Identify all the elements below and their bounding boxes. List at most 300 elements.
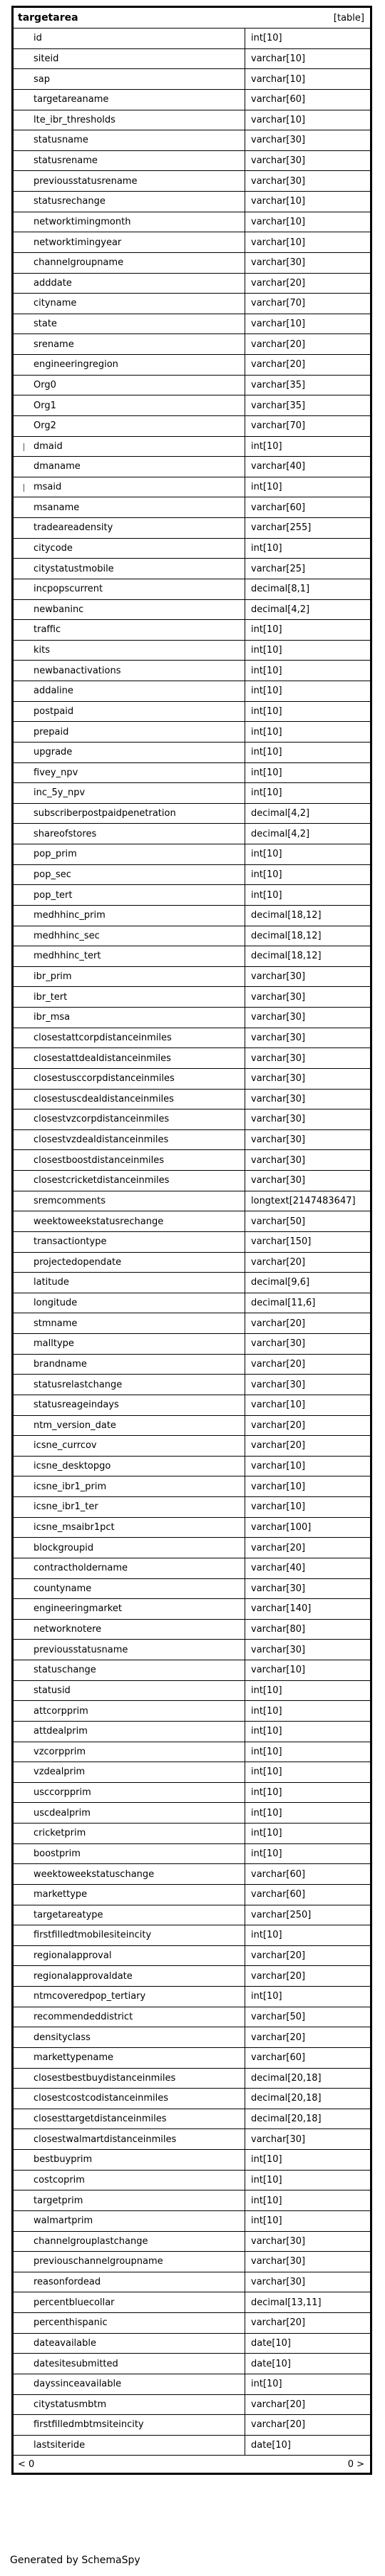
table-name[interactable]: targetarea bbox=[18, 12, 78, 24]
column-type: varchar[30] bbox=[251, 2277, 306, 2288]
column-row[interactable] bbox=[14, 1497, 370, 1518]
children-count[interactable]: 0 > bbox=[347, 2458, 364, 2470]
column-row[interactable] bbox=[14, 743, 370, 763]
column-type: int[10] bbox=[251, 1726, 282, 1737]
column-row[interactable] bbox=[14, 600, 370, 621]
column-type: decimal[4,2] bbox=[251, 604, 310, 615]
column-type: varchar[30] bbox=[251, 991, 306, 1003]
column-type: varchar[10] bbox=[251, 237, 306, 248]
column-name: tradeareadensity bbox=[14, 518, 245, 538]
column-name: newbanactivations bbox=[14, 661, 245, 681]
column-row[interactable] bbox=[14, 641, 370, 661]
column-name: closestwalmartdistanceinmiles bbox=[14, 2129, 245, 2149]
column-row[interactable] bbox=[14, 1211, 370, 1232]
column-name: icsne_ibr1_ter bbox=[14, 1497, 245, 1517]
column-type: varchar[20] bbox=[251, 1950, 306, 1962]
column-name: targetareatype bbox=[14, 1905, 245, 1925]
column-name: dmaname bbox=[14, 457, 245, 477]
column-row[interactable] bbox=[14, 110, 370, 131]
column-type: varchar[60] bbox=[251, 1889, 306, 1900]
column-type: varchar[30] bbox=[251, 1338, 306, 1350]
column-type: int[10] bbox=[251, 1930, 282, 1941]
column-name: cricketprim bbox=[14, 1824, 245, 1843]
column-name: statusid bbox=[14, 1681, 245, 1701]
column-name: statuschange bbox=[14, 1660, 245, 1680]
column-name: vzdealprim bbox=[14, 1762, 245, 1782]
column-row[interactable] bbox=[14, 2354, 370, 2374]
column-row[interactable] bbox=[14, 1742, 370, 1763]
column-type: varchar[20] bbox=[251, 2399, 306, 2410]
column-type: int[10] bbox=[251, 1848, 282, 1859]
column-name: markettypename bbox=[14, 2048, 245, 2068]
column-name: contractholdername bbox=[14, 1558, 245, 1578]
column-name: statusname bbox=[14, 130, 245, 150]
column-name: msaid bbox=[14, 477, 245, 497]
column-row[interactable] bbox=[14, 437, 370, 457]
column-row[interactable] bbox=[14, 1558, 370, 1579]
column-name: id bbox=[14, 29, 245, 48]
column-row[interactable] bbox=[14, 1701, 370, 1722]
column-type: varchar[40] bbox=[251, 461, 306, 472]
column-type: int[10] bbox=[251, 1746, 282, 1757]
column-type: decimal[4,2] bbox=[251, 808, 310, 819]
column-row[interactable] bbox=[14, 1395, 370, 1416]
column-type: varchar[10] bbox=[251, 196, 306, 207]
column-name: costcoprim bbox=[14, 2171, 245, 2190]
column-row[interactable] bbox=[14, 69, 370, 90]
table-footer bbox=[14, 2456, 370, 2473]
column-row[interactable] bbox=[14, 1620, 370, 1640]
column-type: int[10] bbox=[251, 645, 282, 656]
column-row[interactable] bbox=[14, 1171, 370, 1191]
column-name: shareofstores bbox=[14, 824, 245, 844]
column-type: varchar[30] bbox=[251, 1052, 306, 1064]
column-type: decimal[9,6] bbox=[251, 1277, 310, 1288]
column-name: reasonfordead bbox=[14, 2272, 245, 2292]
column-row[interactable] bbox=[14, 2374, 370, 2395]
column-row[interactable] bbox=[14, 1987, 370, 2007]
column-list bbox=[14, 29, 370, 2456]
column-row[interactable] bbox=[14, 2109, 370, 2130]
column-name: walmartprim bbox=[14, 2211, 245, 2231]
column-name: closesttargetdistanceinmiles bbox=[14, 2109, 245, 2129]
column-type: varchar[30] bbox=[251, 1114, 306, 1125]
column-type: varchar[10] bbox=[251, 1461, 306, 1472]
column-name: datesitesubmitted bbox=[14, 2354, 245, 2374]
column-name: icsne_currcov bbox=[14, 1436, 245, 1456]
column-row[interactable] bbox=[14, 1538, 370, 1558]
column-name: channelgroupname bbox=[14, 253, 245, 273]
column-name: percenthispanic bbox=[14, 2313, 245, 2333]
column-type: varchar[20] bbox=[251, 359, 306, 371]
column-row[interactable] bbox=[14, 763, 370, 784]
column-name: citystatustmobile bbox=[14, 559, 245, 579]
column-row[interactable] bbox=[14, 1436, 370, 1457]
column-type: varchar[255] bbox=[251, 522, 312, 534]
column-row[interactable] bbox=[14, 1476, 370, 1497]
column-row[interactable] bbox=[14, 395, 370, 416]
column-type: varchar[20] bbox=[251, 1358, 306, 1370]
column-row[interactable] bbox=[14, 1579, 370, 1600]
column-name: boostprim bbox=[14, 1844, 245, 1864]
column-name: bestbuyprim bbox=[14, 2150, 245, 2170]
column-type: int[10] bbox=[251, 686, 282, 697]
column-name: closestvzcorpdistanceinmiles bbox=[14, 1109, 245, 1129]
column-name: prepaid bbox=[14, 722, 245, 742]
column-name: vzcorpprim bbox=[14, 1742, 245, 1762]
column-row[interactable] bbox=[14, 376, 370, 396]
column-row[interactable] bbox=[14, 804, 370, 824]
column-row[interactable] bbox=[14, 1599, 370, 1620]
column-row[interactable] bbox=[14, 1824, 370, 1844]
column-name: newbaninc bbox=[14, 600, 245, 620]
column-row[interactable] bbox=[14, 2069, 370, 2089]
column-row[interactable] bbox=[14, 1008, 370, 1028]
column-name: cityname bbox=[14, 294, 245, 314]
column-row[interactable] bbox=[14, 1232, 370, 1253]
column-type: varchar[10] bbox=[251, 114, 306, 125]
column-type: varchar[20] bbox=[251, 2032, 306, 2043]
column-row[interactable] bbox=[14, 1150, 370, 1171]
column-type: decimal[20,18] bbox=[251, 2093, 322, 2104]
column-row[interactable] bbox=[14, 1457, 370, 1477]
column-type: varchar[10] bbox=[251, 53, 306, 64]
column-type: varchar[70] bbox=[251, 420, 306, 432]
column-name: ntm_version_date bbox=[14, 1416, 245, 1436]
column-row[interactable] bbox=[14, 946, 370, 967]
column-type: varchar[150] bbox=[251, 1236, 312, 1248]
column-type: decimal[20,18] bbox=[251, 2114, 322, 2125]
column-row[interactable] bbox=[14, 294, 370, 314]
column-row[interactable] bbox=[14, 2313, 370, 2334]
column-name: sap bbox=[14, 69, 245, 89]
column-type: decimal[4,2] bbox=[251, 828, 310, 839]
column-row[interactable] bbox=[14, 1416, 370, 1437]
column-type: int[10] bbox=[251, 624, 282, 636]
column-name: transactiontype bbox=[14, 1232, 245, 1252]
column-name: brandname bbox=[14, 1355, 245, 1375]
column-row[interactable] bbox=[14, 1090, 370, 1110]
column-row[interactable] bbox=[14, 2334, 370, 2354]
column-name: statusrename bbox=[14, 151, 245, 171]
column-row[interactable] bbox=[14, 722, 370, 743]
column-row[interactable] bbox=[14, 49, 370, 70]
column-type: varchar[140] bbox=[251, 1603, 312, 1615]
column-name: inc_5y_npv bbox=[14, 783, 245, 803]
column-row[interactable] bbox=[14, 1722, 370, 1742]
column-type: varchar[30] bbox=[251, 1644, 306, 1655]
column-row[interactable] bbox=[14, 90, 370, 110]
column-row[interactable] bbox=[14, 2007, 370, 2028]
column-name: dateavailable bbox=[14, 2334, 245, 2354]
column-type: varchar[20] bbox=[251, 338, 306, 350]
column-name: addaline bbox=[14, 681, 245, 701]
column-row[interactable] bbox=[14, 274, 370, 294]
column-row[interactable] bbox=[14, 844, 370, 865]
column-row[interactable] bbox=[14, 151, 370, 172]
column-name: closestuscdealdistanceinmiles bbox=[14, 1090, 245, 1109]
column-name: citystatusmbtm bbox=[14, 2395, 245, 2415]
column-type: varchar[250] bbox=[251, 1909, 312, 1920]
column-row[interactable] bbox=[14, 1762, 370, 1783]
column-name: dayssinceavailable bbox=[14, 2374, 245, 2394]
column-type: varchar[30] bbox=[251, 257, 306, 269]
column-type: int[10] bbox=[251, 869, 282, 880]
column-row[interactable] bbox=[14, 1334, 370, 1355]
column-type: varchar[10] bbox=[251, 216, 306, 227]
column-row[interactable] bbox=[14, 355, 370, 376]
column-row[interactable] bbox=[14, 1313, 370, 1334]
column-row[interactable] bbox=[14, 1783, 370, 1804]
column-name: engineeringmarket bbox=[14, 1599, 245, 1619]
column-row[interactable] bbox=[14, 1293, 370, 1314]
column-name: densityclass bbox=[14, 2027, 245, 2047]
column-row[interactable] bbox=[14, 661, 370, 681]
column-row[interactable] bbox=[14, 1130, 370, 1151]
column-name: markettype bbox=[14, 1885, 245, 1905]
column-name: previousstatusrename bbox=[14, 171, 245, 191]
column-row[interactable] bbox=[14, 212, 370, 233]
column-name: ibr_prim bbox=[14, 967, 245, 987]
column-row[interactable] bbox=[14, 539, 370, 559]
column-type: varchar[25] bbox=[251, 563, 306, 574]
column-row[interactable] bbox=[14, 559, 370, 579]
column-row[interactable] bbox=[14, 1946, 370, 1967]
column-name: percentbluecollar bbox=[14, 2292, 245, 2312]
column-row[interactable] bbox=[14, 783, 370, 804]
column-type: varchar[100] bbox=[251, 1521, 312, 1533]
column-type: int[10] bbox=[251, 787, 282, 799]
column-name: networktimingyear bbox=[14, 232, 245, 252]
column-type: int[10] bbox=[251, 1685, 282, 1696]
column-type: varchar[30] bbox=[251, 1093, 306, 1105]
column-row[interactable] bbox=[14, 1885, 370, 1905]
column-row[interactable] bbox=[14, 1069, 370, 1090]
column-name: pop_prim bbox=[14, 844, 245, 864]
column-row[interactable] bbox=[14, 253, 370, 274]
column-type: varchar[20] bbox=[251, 1970, 306, 1982]
column-type: varchar[30] bbox=[251, 2133, 306, 2145]
column-type: decimal[18,12] bbox=[251, 910, 322, 921]
column-row[interactable] bbox=[14, 1925, 370, 1946]
column-row[interactable] bbox=[14, 1273, 370, 1293]
column-row[interactable] bbox=[14, 2395, 370, 2416]
column-row[interactable] bbox=[14, 1640, 370, 1660]
column-row[interactable] bbox=[14, 926, 370, 947]
column-type: date[10] bbox=[251, 2358, 291, 2369]
column-type: varchar[30] bbox=[251, 1154, 306, 1166]
column-name: siteid bbox=[14, 49, 245, 69]
column-row[interactable] bbox=[14, 1518, 370, 1538]
column-row[interactable] bbox=[14, 1844, 370, 1865]
column-row[interactable] bbox=[14, 416, 370, 437]
column-type: varchar[50] bbox=[251, 2011, 306, 2022]
column-type: varchar[60] bbox=[251, 502, 306, 513]
column-type: varchar[60] bbox=[251, 94, 306, 105]
column-name: uscdealprim bbox=[14, 1803, 245, 1823]
column-type: int[10] bbox=[251, 1991, 282, 2002]
column-name: icsne_desktopgo bbox=[14, 1457, 245, 1476]
column-name: attdealprim bbox=[14, 1722, 245, 1742]
column-row[interactable] bbox=[14, 130, 370, 151]
column-name: upgrade bbox=[14, 743, 245, 762]
column-row[interactable] bbox=[14, 457, 370, 477]
column-row[interactable] bbox=[14, 2171, 370, 2191]
column-name: attcorpprim bbox=[14, 1701, 245, 1721]
column-row[interactable] bbox=[14, 1253, 370, 1273]
column-type: varchar[40] bbox=[251, 1563, 306, 1574]
column-row[interactable] bbox=[14, 477, 370, 498]
column-name: longitude bbox=[14, 1293, 245, 1313]
column-name: icsne_msaibr1pct bbox=[14, 1518, 245, 1538]
column-row[interactable] bbox=[14, 1028, 370, 1049]
column-row[interactable] bbox=[14, 171, 370, 192]
column-row[interactable] bbox=[14, 1681, 370, 1702]
table-header[interactable] bbox=[14, 8, 370, 29]
column-type: int[10] bbox=[251, 542, 282, 554]
column-type: int[10] bbox=[251, 33, 282, 44]
column-name: lastsiteride bbox=[14, 2436, 245, 2456]
column-name: subscriberpostpaidpenetration bbox=[14, 804, 245, 824]
column-name: pop_tert bbox=[14, 885, 245, 905]
column-type: varchar[20] bbox=[251, 1419, 306, 1431]
column-name: msaname bbox=[14, 497, 245, 517]
column-row[interactable] bbox=[14, 1191, 370, 1212]
column-type: varchar[30] bbox=[251, 1012, 306, 1023]
column-row[interactable] bbox=[14, 2089, 370, 2109]
column-row[interactable] bbox=[14, 29, 370, 49]
column-row[interactable] bbox=[14, 1803, 370, 1824]
column-row[interactable] bbox=[14, 2027, 370, 2048]
column-type: varchar[10] bbox=[251, 1481, 306, 1492]
column-row[interactable] bbox=[14, 1864, 370, 1885]
column-type: int[10] bbox=[251, 1705, 282, 1717]
generated-by-label: Generated by SchemaSpy bbox=[10, 2555, 140, 2566]
column-type: varchar[35] bbox=[251, 400, 306, 411]
column-name: targetareaname bbox=[14, 90, 245, 110]
column-row[interactable] bbox=[14, 2129, 370, 2150]
column-name: incpopscurrent bbox=[14, 579, 245, 599]
column-type: varchar[20] bbox=[251, 2419, 306, 2431]
column-row[interactable] bbox=[14, 702, 370, 723]
column-name: Org2 bbox=[14, 416, 245, 436]
column-name: closestvzdealdistanceinmiles bbox=[14, 1130, 245, 1150]
column-row[interactable] bbox=[14, 518, 370, 539]
column-row[interactable] bbox=[14, 2272, 370, 2293]
column-row[interactable] bbox=[14, 2415, 370, 2436]
column-name: postpaid bbox=[14, 702, 245, 722]
column-row[interactable] bbox=[14, 2232, 370, 2252]
column-row[interactable] bbox=[14, 1905, 370, 1926]
column-name: ibr_tert bbox=[14, 987, 245, 1007]
column-row[interactable] bbox=[14, 1375, 370, 1395]
column-type: varchar[30] bbox=[251, 1583, 306, 1594]
column-name: projectedopendate bbox=[14, 1253, 245, 1273]
column-row[interactable] bbox=[14, 1660, 370, 1681]
column-type: varchar[35] bbox=[251, 379, 306, 390]
column-row[interactable] bbox=[14, 1966, 370, 1987]
column-type: int[10] bbox=[251, 2215, 282, 2227]
column-row[interactable] bbox=[14, 620, 370, 641]
column-type: varchar[30] bbox=[251, 1134, 306, 1146]
column-type: int[10] bbox=[251, 665, 282, 676]
column-name: dmaid bbox=[14, 437, 245, 457]
column-name: medhhinc_sec bbox=[14, 926, 245, 946]
column-name: networknotere bbox=[14, 1620, 245, 1640]
column-type: int[10] bbox=[251, 1787, 282, 1799]
column-type: varchar[60] bbox=[251, 1868, 306, 1880]
column-type: varchar[60] bbox=[251, 2052, 306, 2064]
column-name: fivey_npv bbox=[14, 763, 245, 783]
column-row[interactable] bbox=[14, 2150, 370, 2171]
column-name: ntmcoveredpop_tertiary bbox=[14, 1987, 245, 2007]
column-type: varchar[30] bbox=[251, 135, 306, 146]
column-row[interactable] bbox=[14, 885, 370, 906]
column-row[interactable] bbox=[14, 865, 370, 886]
column-row[interactable] bbox=[14, 497, 370, 518]
column-row[interactable] bbox=[14, 314, 370, 335]
column-type: int[10] bbox=[251, 726, 282, 738]
column-row[interactable] bbox=[14, 987, 370, 1008]
column-row[interactable] bbox=[14, 1109, 370, 1130]
column-name: state bbox=[14, 314, 245, 334]
column-name: weektoweekstatuschange bbox=[14, 1864, 245, 1884]
column-row[interactable] bbox=[14, 334, 370, 355]
column-type: decimal[18,12] bbox=[251, 930, 322, 941]
column-type: int[10] bbox=[251, 747, 282, 758]
column-row[interactable] bbox=[14, 1048, 370, 1069]
column-row[interactable] bbox=[14, 579, 370, 600]
column-row[interactable] bbox=[14, 2048, 370, 2069]
column-row[interactable] bbox=[14, 2252, 370, 2272]
column-type: int[10] bbox=[251, 2195, 282, 2206]
column-type: varchar[20] bbox=[251, 2317, 306, 2329]
column-type: longtext[2147483647] bbox=[251, 1195, 356, 1206]
column-row[interactable] bbox=[14, 2292, 370, 2313]
column-row[interactable] bbox=[14, 681, 370, 702]
column-type: int[10] bbox=[251, 1807, 282, 1819]
column-type: varchar[10] bbox=[251, 1400, 306, 1411]
column-name: targetprim bbox=[14, 2190, 245, 2210]
column-name: sremcomments bbox=[14, 1191, 245, 1211]
table-targetarea bbox=[11, 6, 372, 2475]
column-type: varchar[10] bbox=[251, 73, 306, 85]
column-type: varchar[70] bbox=[251, 298, 306, 309]
column-row[interactable] bbox=[14, 2190, 370, 2211]
column-row[interactable] bbox=[14, 192, 370, 212]
column-type: int[10] bbox=[251, 849, 282, 860]
column-type: decimal[11,6] bbox=[251, 1298, 316, 1309]
column-name: citycode bbox=[14, 539, 245, 559]
parents-count[interactable]: < 0 bbox=[18, 2458, 35, 2470]
column-name: srename bbox=[14, 334, 245, 354]
column-type: varchar[20] bbox=[251, 1542, 306, 1553]
column-row[interactable] bbox=[14, 906, 370, 926]
column-name: closestcostcodistanceinmiles bbox=[14, 2089, 245, 2109]
column-type: varchar[10] bbox=[251, 1501, 306, 1513]
column-type: decimal[18,12] bbox=[251, 951, 322, 962]
column-row[interactable] bbox=[14, 2211, 370, 2232]
column-name: regionalapproval bbox=[14, 1946, 245, 1966]
column-row[interactable] bbox=[14, 824, 370, 844]
column-row[interactable] bbox=[14, 232, 370, 253]
column-row[interactable] bbox=[14, 2436, 370, 2456]
column-row[interactable] bbox=[14, 967, 370, 988]
column-row[interactable] bbox=[14, 1355, 370, 1375]
column-name: recommendeddistrict bbox=[14, 2007, 245, 2027]
column-name: Org0 bbox=[14, 376, 245, 395]
column-name: closestusccorpdistanceinmiles bbox=[14, 1069, 245, 1089]
